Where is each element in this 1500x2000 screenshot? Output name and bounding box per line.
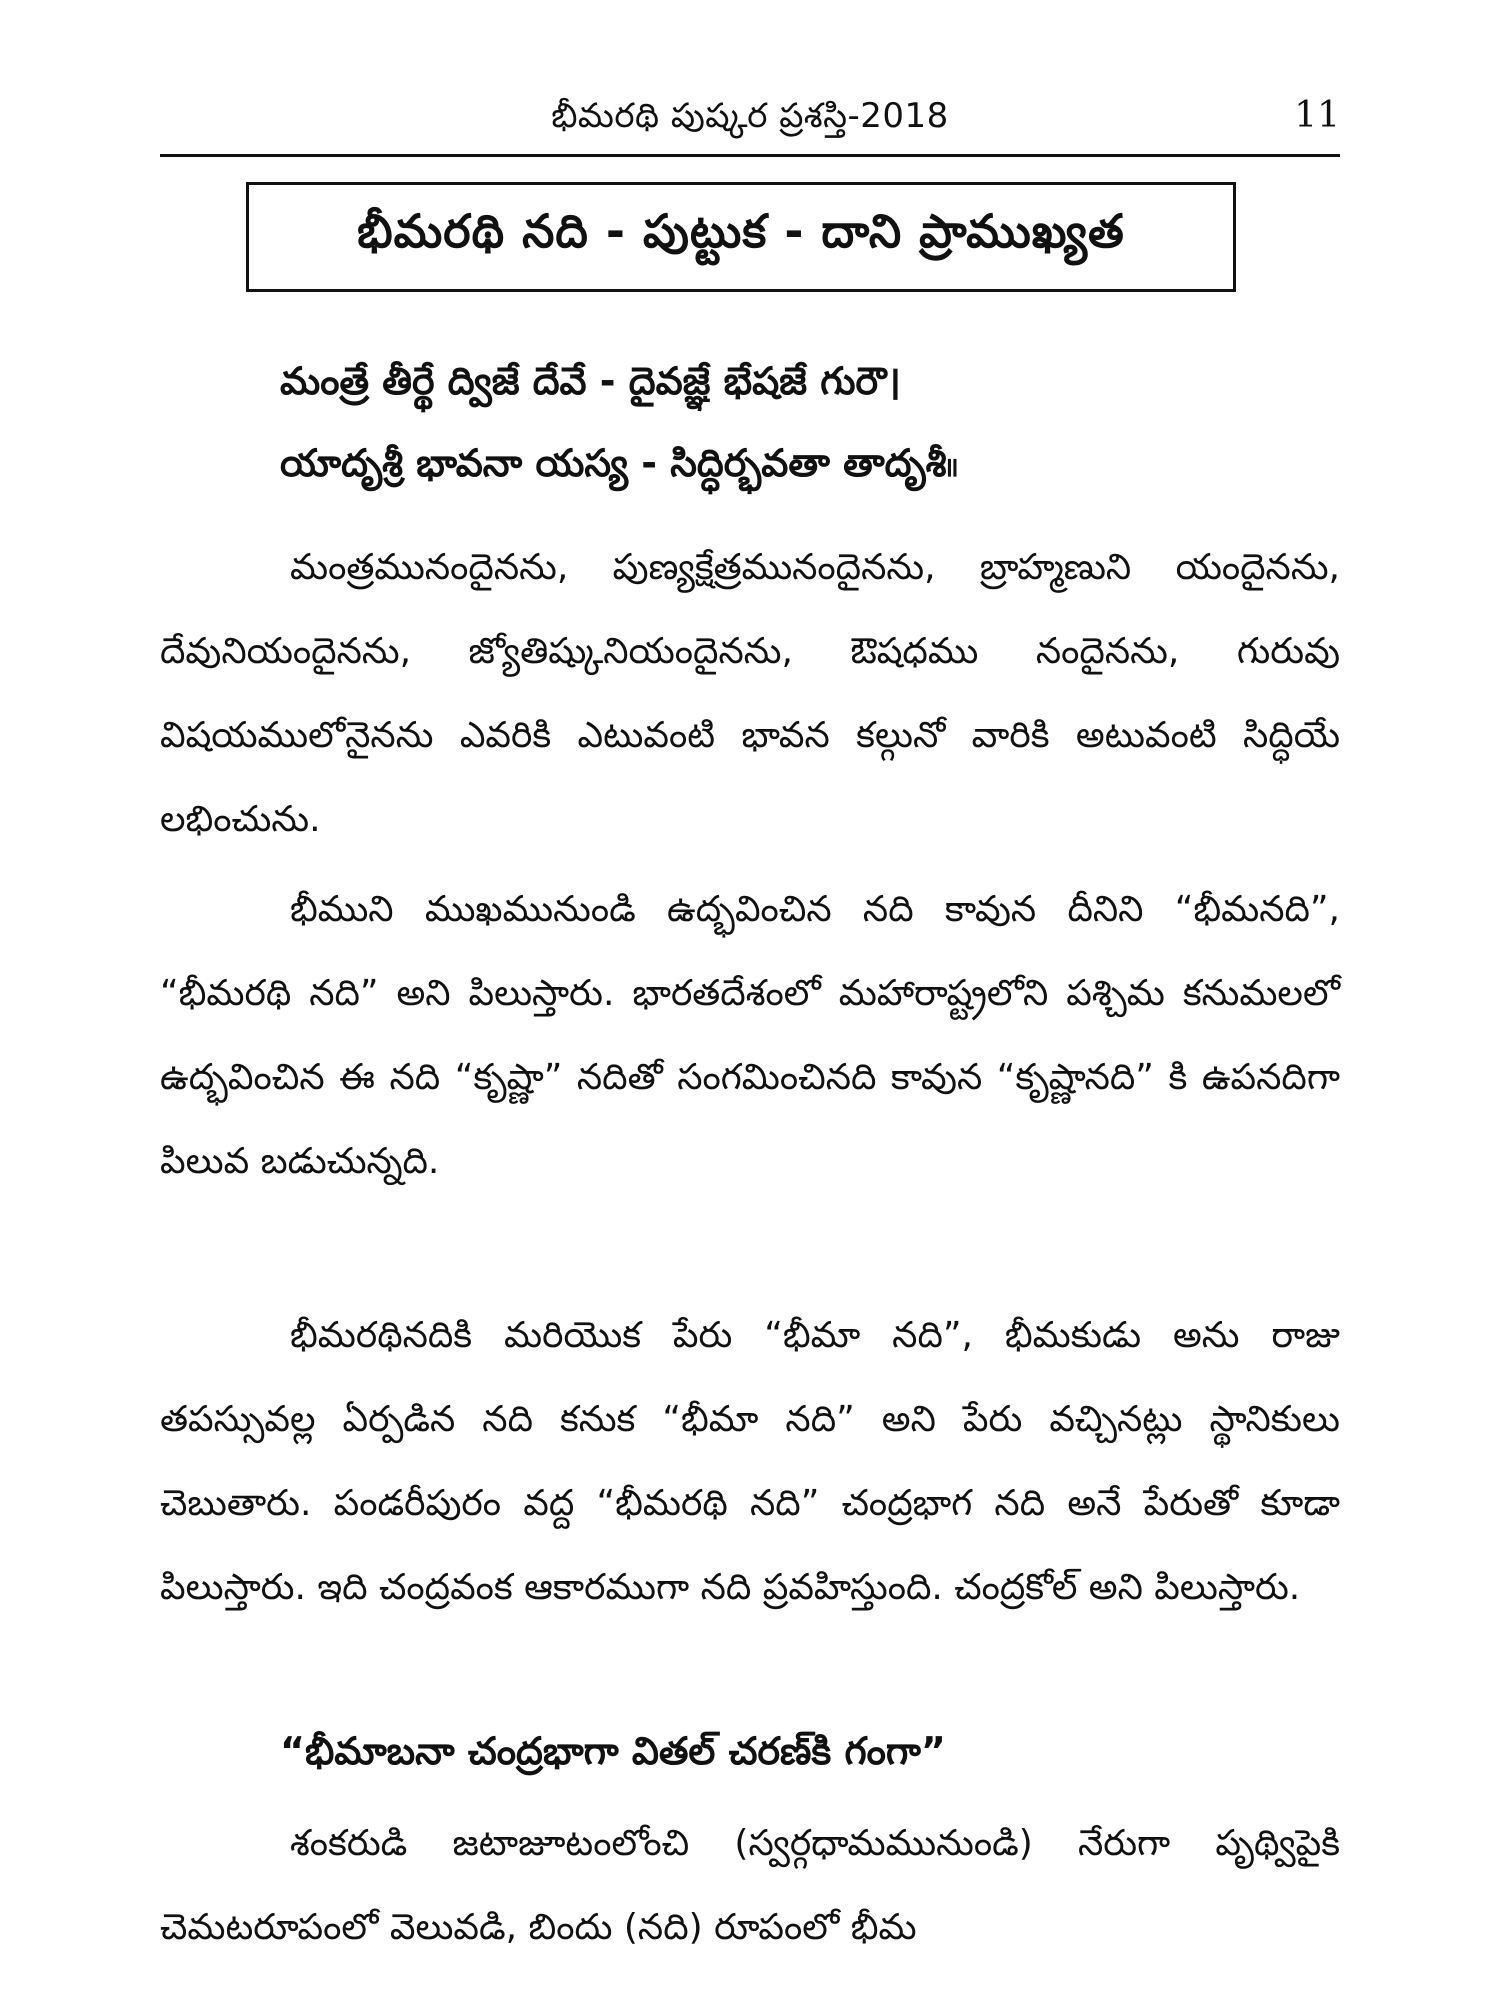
paragraph-4: శంకరుడి జటాజూటంలోంచి (స్వర్గధామమునుండి) నేరుగా పృథ్విపైకి చెమటరూపంలో వెలువడి, బిందు (నది) రూపంలో భీమ	[160, 1823, 1340, 1948]
page-number: 11	[1294, 95, 1340, 136]
running-title: భీమరథి పుష్కర ప్రశస్తి-2018	[551, 96, 949, 136]
chapter-title: భీమరథి నది - పుట్టుక - దాని ప్రాముఖ్యత	[357, 204, 1125, 258]
verse-line-2: యాదృశ్రీ భావనా యస్య - సిద్ధిర్భవతా తాదృశీ။	[280, 441, 959, 485]
quoted-saying: “భీమాబనా చంద్రభాగా వితల్ చరణ్‌కి గంగా”	[280, 1729, 946, 1773]
header-rule	[160, 154, 1340, 157]
paragraph-1: మంత్రమునందైనను, పుణ్యక్షేత్రమునందైనను, బ్రాహ్మణుని యందైనను, దేవునియందైనను, జ్యోతిష్కునియందైనను, ఔషధము నందైనను, గురువు విషయములోనైనను ఎవరికి ఎటువంటి భావన కల్గునో వారికి అటువంటి సిద్ధియే లభించును.	[160, 547, 1340, 840]
chapter-title-box	[246, 182, 1236, 292]
running-header	[160, 92, 1340, 140]
paragraph-3: భీమరథినదికి మరియొక పేరు “భీమా నది”, భీమకుడు అను రాజు తపస్సువల్ల ఏర్పడిన నది కనుక “భీమా నది” అని పేరు వచ్చినట్లు స్థానికులు చెబుతారు. పండరీపురం వద్ద “భీమరథి నది” చంద్రభాగ నది అనే పేరుతో కూడా పిలుస్తారు. ఇది చంద్రవంక ఆకారముగా నది ప్రవహిస్తుంది. చంద్రకోల్ అని పిలుస్తారు.	[160, 1315, 1340, 1608]
verse-line-1: మంత్రే తీర్థే ద్విజే దేవే - దైవజ్ఞే భేషజే గురౌ।	[280, 359, 901, 403]
paragraph-2: భీముని ముఖమునుండి ఉద్భవించిన నది కావున దీనిని “భీమనది”, “భీమరథి నది” అని పిలుస్తారు. భారతదేశంలో మహారాష్ట్రలోని పశ్చిమ కనుమలలో ఉద్భవించిన ఈ నది “కృష్ణా” నదితో సంగమించినది కావున “కృష్ణానది” కి ఉపనదిగా పిలువ బడుచున్నది.	[160, 889, 1340, 1182]
